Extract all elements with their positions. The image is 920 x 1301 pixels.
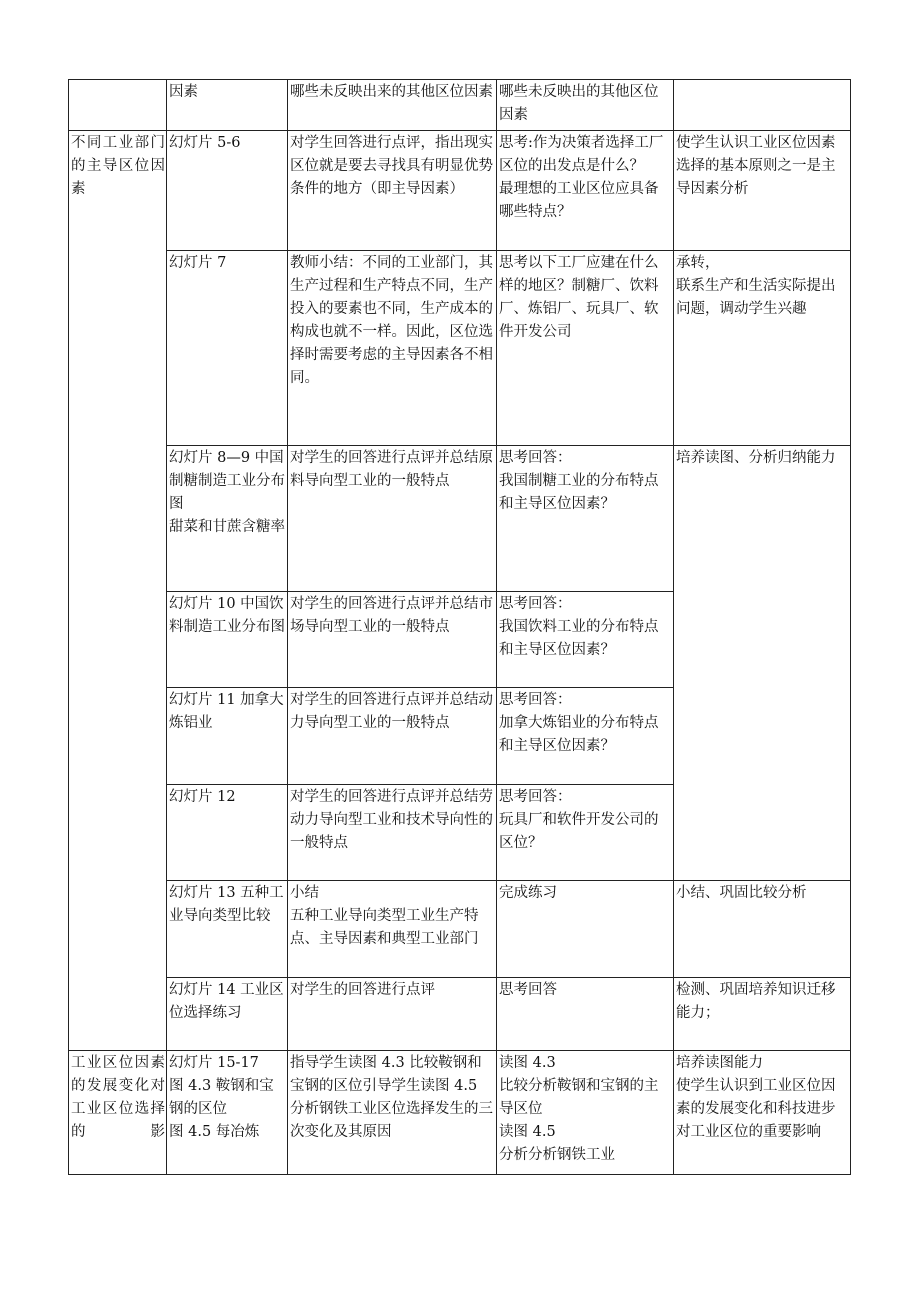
- teacher-activity-cell: 指导学生读图 4.3 比较鞍钢和宝钢的区位引导学生读图 4.5 分析钢铁工业区位选择发生的三次变化及其原因: [288, 1051, 497, 1175]
- table-row: [69, 446, 851, 592]
- design-intent-cell: 培养读图能力 使学生认识到工业区位因素的发展变化和科技进步对工业区位的重要影响: [674, 1051, 851, 1175]
- student-activity-cell: 哪些未反映出的其他区位因素: [497, 80, 674, 131]
- slide-cell: 幻灯片 8—9 中国制糖制造工业分布图 甜菜和甘蔗含糖率: [167, 446, 288, 592]
- student-activity-cell: 完成练习: [497, 881, 674, 978]
- slide-cell: 幻灯片 14 工业区位选择练习: [167, 978, 288, 1051]
- table-row: [69, 251, 851, 446]
- design-intent-cell: 培养读图、分析归纳能力: [674, 446, 851, 881]
- student-activity-cell: 思考回答： 我国饮料工业的分布特点和主导区位因素？: [497, 592, 674, 688]
- slide-cell: 幻灯片 13 五种工业导向类型比较: [167, 881, 288, 978]
- table-row: [69, 131, 851, 251]
- teacher-activity-cell: 对学生的回答进行点评并总结原料导向型工业的一般特点: [288, 446, 497, 592]
- slide-cell: 幻灯片 15-17 图 4.3 鞍钢和宝钢的区位 图 4.5 每冶炼: [167, 1051, 288, 1175]
- student-activity-cell: 思考回答: [497, 978, 674, 1051]
- table-row: [69, 80, 851, 131]
- slide-cell: 幻灯片 11 加拿大炼铝业: [167, 688, 288, 785]
- student-activity-cell: 思考回答： 玩具厂和软件开发公司的区位？: [497, 785, 674, 881]
- teacher-activity-cell: 对学生的回答进行点评并总结市场导向型工业的一般特点: [288, 592, 497, 688]
- slide-cell: 幻灯片 7: [167, 251, 288, 446]
- teacher-activity-cell: 教师小结：不同的工业部门，其生产过程和生产特点不同，生产投入的要素也不同，生产成本的构成也就不一样。因此，区位选择时需要考虑的主导因素各不相同。: [288, 251, 497, 446]
- student-activity-cell: 思考回答： 我国制糖工业的分布特点和主导区位因素？: [497, 446, 674, 592]
- teacher-activity-cell: 对学生的回答进行点评并总结动力导向型工业的一般特点: [288, 688, 497, 785]
- slide-cell: 因素: [167, 80, 288, 131]
- table-row: [69, 1051, 851, 1175]
- slide-cell: 幻灯片 10 中国饮料制造工业分布图: [167, 592, 288, 688]
- section-cell: [69, 80, 167, 131]
- design-intent-cell: 承转， 联系生产和生活实际提出问题，调动学生兴趣: [674, 251, 851, 446]
- teacher-activity-cell: 对学生的回答进行点评并总结劳动力导向型工业和技术导向性的一般特点: [288, 785, 497, 881]
- teacher-activity-cell: 对学生回答进行点评，指出现实区位就是要去寻找具有明显优势条件的地方（即主导因素）: [288, 131, 497, 251]
- student-activity-cell: 思考:作为决策者选择工厂区位的出发点是什么？ 最理想的工业区位应具备哪些特点？: [497, 131, 674, 251]
- student-activity-cell: 思考以下工厂应建在什么样的地区？制糖厂、饮料厂、炼铝厂、玩具厂、软件开发公司: [497, 251, 674, 446]
- teacher-activity-cell: 哪些未反映出来的其他区位因素: [288, 80, 497, 131]
- slide-cell: 幻灯片 5-6: [167, 131, 288, 251]
- section-cell: 工业区位因素的发展变化对工业区位选择的影: [69, 1051, 167, 1175]
- student-activity-cell: 读图 4.3 比较分析鞍钢和宝钢的主导区位 读图 4.5 分析分析钢铁工业: [497, 1051, 674, 1175]
- table-row: [69, 978, 851, 1051]
- section-cell: 不同工业部门的主导区位因素: [69, 131, 167, 1051]
- student-activity-cell: 思考回答： 加拿大炼铝业的分布特点和主导区位因素？: [497, 688, 674, 785]
- design-intent-cell: [674, 80, 851, 131]
- teacher-activity-cell: 对学生的回答进行点评: [288, 978, 497, 1051]
- design-intent-cell: 使学生认识工业区位因素选择的基本原则之一是主导因素分析: [674, 131, 851, 251]
- design-intent-cell: 小结、巩固比较分析: [674, 881, 851, 978]
- slide-cell: 幻灯片 12: [167, 785, 288, 881]
- teacher-activity-cell: 小结 五种工业导向类型工业生产特点、主导因素和典型工业部门: [288, 881, 497, 978]
- design-intent-cell: 检测、巩固培养知识迁移能力；: [674, 978, 851, 1051]
- table-row: [69, 881, 851, 978]
- lesson-plan-table: [68, 79, 851, 1175]
